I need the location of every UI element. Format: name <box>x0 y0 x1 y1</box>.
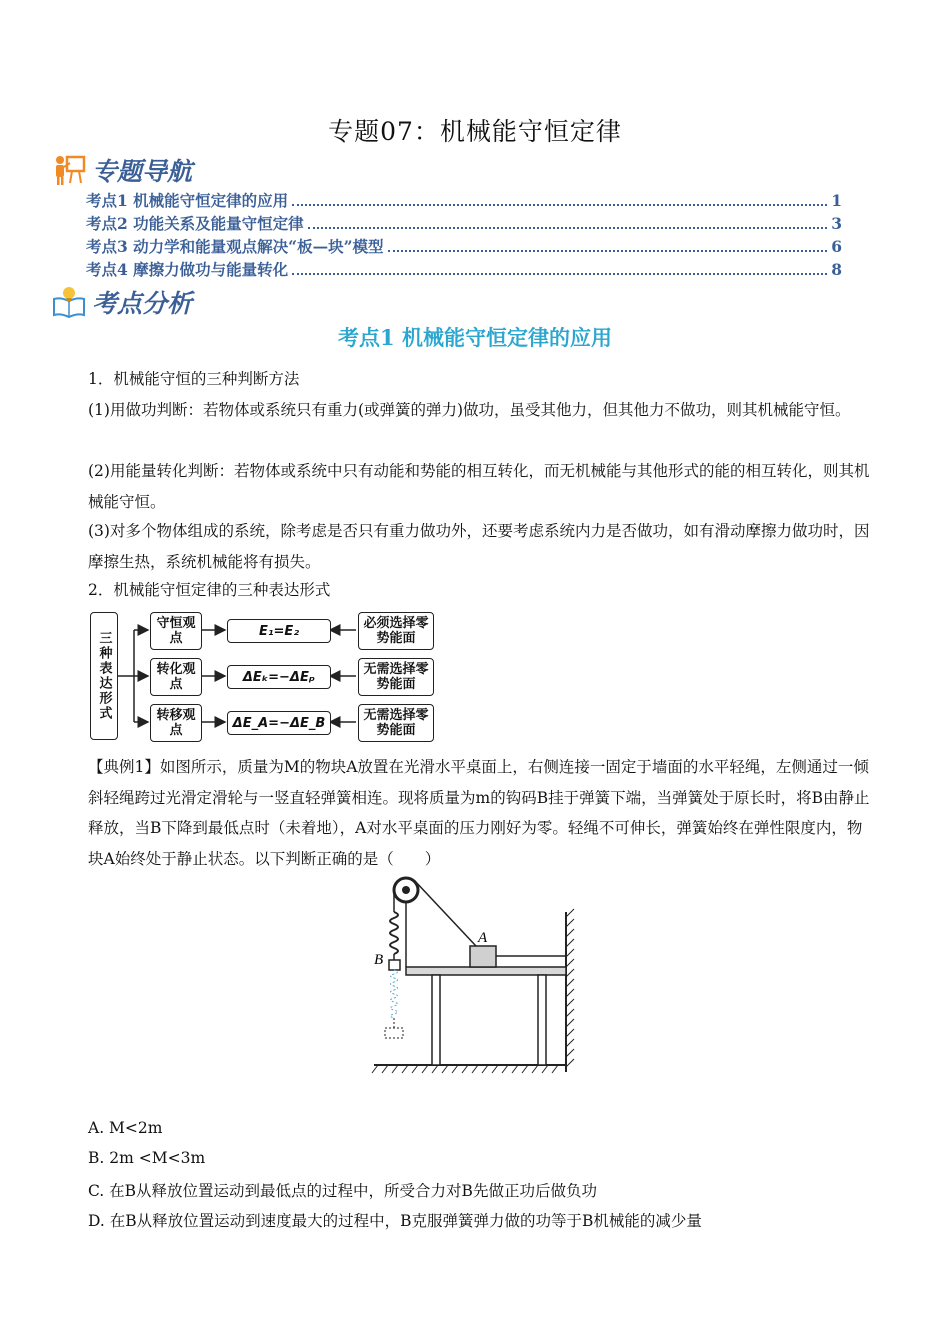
toc-label: 考点1 机械能守恒定律的应用 <box>86 191 289 210</box>
paragraph-5: 2．机械能守恒定律的三种表达形式 <box>88 581 331 599</box>
toc-leader <box>292 273 827 275</box>
option-d[interactable]: D. 在B从释放位置运动到速度最大的过程中，B克服弹簧弹力做的功等于B机械能的减少量 <box>88 1212 702 1230</box>
paragraph-4: (3)对多个物体组成的系统，除考虑是否只有重力做功外，还要考虑系统内力是否做功，如有滑动摩擦力做功时，因摩擦生热，系统机械能将有损失。 <box>88 522 870 571</box>
example-problem: 【典例1】如图所示，质量为M的物块A放置在光滑水平桌面上，右侧连接一固定于墙面的水平轻绳，左侧通过一倾斜轻绳跨过光滑定滑轮与一竖直轻弹簧相连。现将质量为m的钩码B挂于弹簧下端，当弹簧处于原长时，将B由静止释放，当B下降到最低点时（未着地），A对水平桌面的压力刚好为零。轻绳不可伸长，弹簧始终在弹性限度内，物块A始终处于静止状态。以下判断正确的是（ ） <box>88 758 870 868</box>
view-box-transfer: 转移观点 <box>150 704 202 742</box>
toc-leader <box>388 250 828 252</box>
toc-label: 考点2 功能关系及能量守恒定律 <box>86 214 304 233</box>
toc-item-3[interactable] <box>86 235 842 258</box>
toc-page: 3 <box>831 214 842 233</box>
nav-banner <box>52 152 192 188</box>
toc-label: 考点4 摩擦力做功与能量转化 <box>86 260 289 279</box>
toc-leader <box>292 204 827 206</box>
formula-box-2: ΔEₖ=−ΔEₚ <box>227 665 331 689</box>
page-title: 专题07：机械能守恒定律 <box>328 117 622 146</box>
diagram-root-box: 三种表达形式 <box>90 612 118 740</box>
paragraph-3: (2)用能量转化判断：若物体或系统中只有动能和势能的相互转化，而无机械能与其他形式的能的相互转化，则其机械能守恒。 <box>88 462 870 511</box>
note-box-3: 无需选择零势能面 <box>358 704 434 742</box>
analysis-banner <box>52 284 192 320</box>
toc-label: 考点3 动力学和能量观点解决“板—块”模型 <box>86 237 384 256</box>
lightbulb-book-icon <box>52 285 86 319</box>
view-box-conservation: 守恒观点 <box>150 612 202 650</box>
figure-label-a: A <box>478 930 488 946</box>
toc-page: 8 <box>831 260 842 279</box>
toc-leader <box>308 227 828 229</box>
expression-forms-diagram <box>88 610 433 742</box>
option-c[interactable]: C. 在B从释放位置运动到最低点的过程中，所受合力对B先做正功后做负功 <box>88 1182 597 1200</box>
teacher-board-icon <box>52 153 86 187</box>
toc-page: 1 <box>831 191 842 210</box>
note-box-2: 无需选择零势能面 <box>358 658 434 696</box>
toc-item-4[interactable] <box>86 258 842 281</box>
paragraph-1: 1．机械能守恒的三种判断方法 <box>88 370 300 388</box>
toc-item-1[interactable] <box>86 189 842 212</box>
pulley-spring-figure <box>368 872 578 1077</box>
figure-drawing <box>368 872 578 1077</box>
paragraph-2: (1)用做功判断：若物体或系统只有重力(或弹簧的弹力)做功，虽受其他力，但其他力不做功，则其机械能守恒。 <box>88 401 851 419</box>
option-a[interactable]: A. M<2m <box>88 1119 163 1137</box>
section-title: 考点1 机械能守恒定律的应用 <box>338 325 612 350</box>
option-b[interactable]: B. 2m <M<3m <box>88 1149 206 1167</box>
toc-page: 6 <box>831 237 842 256</box>
formula-box-1: E₁=E₂ <box>227 619 331 643</box>
analysis-banner-text: 考点分析 <box>92 289 193 318</box>
figure-label-b: B <box>374 952 384 968</box>
note-box-1: 必须选择零势能面 <box>358 612 434 650</box>
view-box-conversion: 转化观点 <box>150 658 202 696</box>
formula-box-3: ΔE_A=−ΔE_B <box>227 711 331 735</box>
nav-banner-text: 专题导航 <box>92 157 193 186</box>
toc-item-2[interactable] <box>86 212 842 235</box>
